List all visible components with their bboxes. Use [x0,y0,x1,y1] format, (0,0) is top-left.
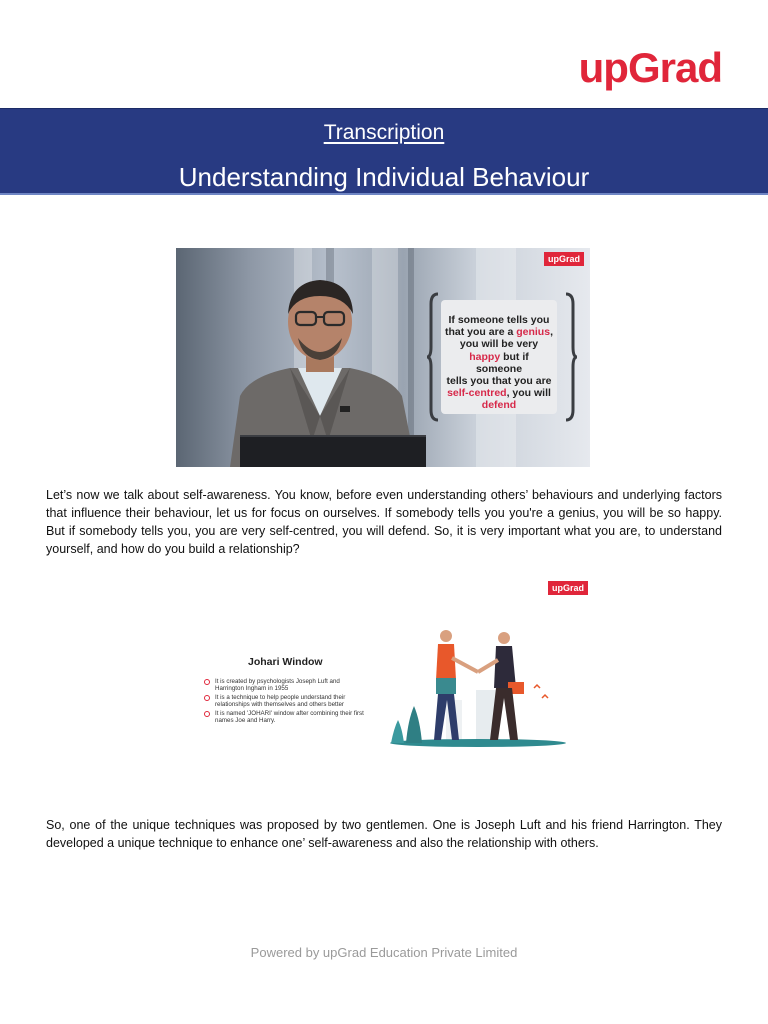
title-banner [0,108,768,195]
quote-line: you will be very [459,338,539,351]
page-title: Understanding Individual Behaviour [178,162,590,192]
quote-line [445,351,553,375]
transcript-paragraph-1: Let’s now we talk about self-awareness. You know, before even understanding others’ behaviours and underlying factors that influence their behaviour, let us for focus on ourselves. If somebody tells you you're a genius, you will be so happy. But if somebody tells you, you are very self-centred, you will defend. So, it is very important what you are, to understand yourself, and how do you build a relationship? [46,488,722,556]
highlight-genius: genius [516,326,551,339]
upgrad-logo: upGrad [578,44,722,91]
lecture-video-still [176,248,590,467]
right-brace-icon [564,292,578,422]
johari-window-slide [176,578,590,750]
banner-subtitle: Transcription [323,121,445,144]
highlight-happy: happy [469,350,501,363]
quote-text: that you are a [445,326,517,339]
quote-line [445,387,553,399]
quote-card [441,300,557,414]
upgrad-badge: upGrad [544,252,584,266]
footer-credit: Powered by upGrad Education Private Limited [250,945,518,960]
left-brace-icon [426,292,440,422]
quote-line: If someone tells you [448,314,550,326]
list-item: It is named 'JOHARI' window after combining their first names Joe and Harry. [204,710,366,725]
quote-text: , you will [506,387,551,400]
highlight-defend: defend [481,399,517,412]
quote-text: , [550,326,553,339]
laptop [240,435,426,467]
list-item: It is a technique to help people understand their relationships with themselves and others better [204,694,366,709]
upgrad-badge: upGrad [548,581,588,595]
johari-title: Johari Window [248,656,323,668]
highlight-self-centred: self-centred [447,387,507,400]
quote-line: tells you that you are [446,375,552,388]
list-item: It is created by psychologists Joseph Luft and Harrington Ingham in 1955 [204,678,366,693]
quote-line [445,326,553,338]
handshake-illustration [386,628,571,748]
quote-text: but if someone [475,350,529,375]
johari-bullets [204,678,366,725]
transcript-paragraph-2: So, one of the unique techniques was proposed by two gentlemen. One is Joseph Luft and his friend Harrington. They developed a unique technique to enhance one’ self-awareness and also the relationship with others. [46,818,722,850]
